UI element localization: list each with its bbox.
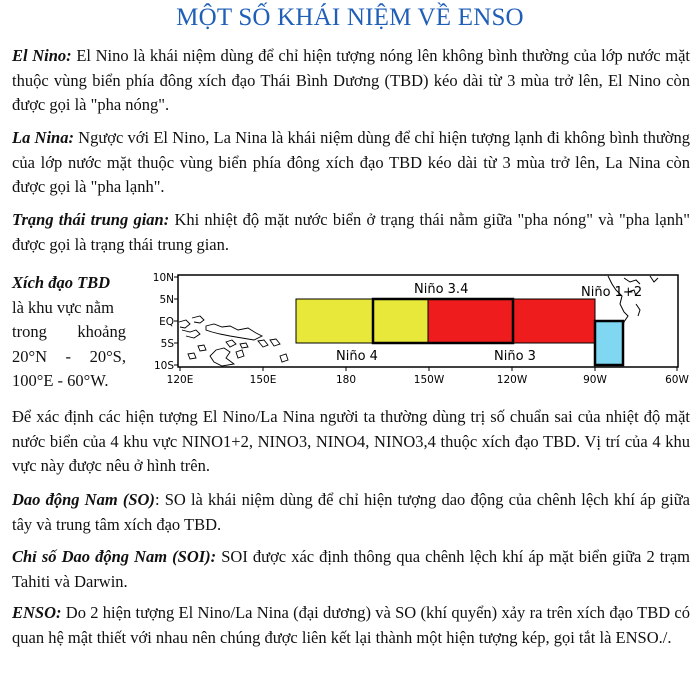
lon-tick-60w: 60W — [665, 374, 689, 386]
lat-tick-eq: EQ — [159, 316, 174, 328]
neutral-state-text: Khi nhiệt độ mặt nước biển ở trạng thái nằm giữa "pha nóng" và "pha lạnh" được gọi là trạng thái trung gian. — [12, 210, 690, 254]
neutral-state-paragraph — [12, 208, 690, 257]
enso-text: Do 2 hiện tượng El Nino/La Nina (đại dương) và SO (khí quyển) xảy ra trên xích đạo TBD có quan hệ mật thiết với nhau nên chúng được liên kết lại thành một hiện tượng kép, gọi tắt là ENSO./. — [12, 603, 690, 647]
el-nino-term: El Nino: — [12, 46, 72, 65]
lon-tick-90w: 90W — [583, 374, 607, 386]
la-nina-term: La Nina: — [12, 128, 74, 147]
lat-tick-5n: 5N — [159, 294, 174, 306]
nino-34-label: Niño 3.4 — [414, 282, 469, 297]
southern-oscillation-text: : SO là khái niệm dùng để chỉ hiện tượng dao động của chênh lệch khí áp giữa tây và trung tâm xích đạo TBD. — [12, 490, 690, 534]
lat-tick-10n: 10N — [152, 272, 174, 284]
nino-34-region-east — [428, 299, 513, 343]
nino-regions-paragraph: Để xác định các hiện tượng El Nino/La Nina người ta thường dùng trị số chuẩn sai của nhiệt độ mặt nước biển của 4 khu vực NINO1+2, NINO3, NINO4, NINO3,4 thuộc xích đạo TBD. Vị trí của 4 khu vực này được nêu ở hình trên. — [12, 407, 690, 475]
el-nino-text: El Nino là khái niệm dùng để chỉ hiện tượng nóng lên không bình thường của lớp nước mặt thuộc vùng biển phía đông xích đạo Thái Bình Dương (TBD) kéo dài từ 3 mùa trở lên, El Nino còn được gọi là "pha nóng". — [12, 46, 691, 114]
nino-12-label: Niño 1+2 — [581, 285, 643, 300]
nino-3-label: Niño 3 — [494, 349, 536, 364]
equatorial-line-3a: 20°N — [12, 346, 48, 366]
nino-12-region — [595, 321, 623, 365]
lon-tick-150e: 150E — [249, 374, 277, 386]
equatorial-line-2a: trong — [12, 322, 47, 341]
page-title: MỘT SỐ KHÁI NIỆM VỀ ENSO — [176, 4, 524, 31]
lon-tick-120w: 120W — [496, 374, 528, 386]
lon-tick-180: 180 — [335, 374, 357, 386]
southern-oscillation-term: Dao động Nam (SO) — [12, 490, 155, 509]
lon-tick-120e: 120E — [166, 374, 194, 386]
lon-tick-150w: 150W — [413, 374, 445, 386]
enso-term: ENSO: — [12, 603, 62, 622]
nino-3-region-east — [513, 299, 595, 343]
southern-oscillation-paragraph — [12, 488, 690, 537]
enso-paragraph — [12, 601, 690, 650]
nino-34-region-west — [373, 299, 428, 343]
equatorial-line-4: 100°E - 60°W. — [12, 371, 109, 390]
nino-4-region — [296, 299, 373, 343]
equatorial-pacific-paragraph — [12, 271, 126, 394]
equatorial-line-3c: 20°S, — [89, 346, 126, 366]
nino-regions-map — [130, 270, 690, 400]
soi-paragraph — [12, 545, 690, 594]
el-nino-paragraph — [12, 44, 690, 118]
la-nina-paragraph — [12, 126, 690, 200]
equatorial-line-2b: khoảng — [77, 322, 126, 341]
nino-4-label: Niño 4 — [336, 349, 378, 364]
lat-tick-5s: 5S — [160, 338, 174, 350]
neutral-state-term: Trạng thái trung gian: — [12, 210, 170, 229]
soi-text: SOI được xác định thông qua chênh lệch khí áp mặt biển giữa 2 trạm Tahiti và Darwin. — [12, 547, 690, 591]
soi-term: Chỉ số Dao động Nam (SOI): — [12, 547, 217, 566]
la-nina-text: Ngược với El Nino, La Nina là khái niệm dùng để chỉ hiện tượng lạnh đi không bình thường của lớp nước mặt thuộc vùng biển phía đông xích đạo TBD kéo dài từ 3 mùa trở lên, La Nina còn được gọi là "pha lạnh". — [12, 128, 690, 196]
equatorial-line-3b: - — [65, 346, 72, 366]
lat-tick-10s: 10S — [153, 360, 174, 372]
equatorial-line-1: là khu vực nằm — [12, 297, 114, 317]
coastline-west — [179, 316, 288, 366]
equatorial-pacific-term: Xích đạo TBD — [12, 273, 111, 292]
